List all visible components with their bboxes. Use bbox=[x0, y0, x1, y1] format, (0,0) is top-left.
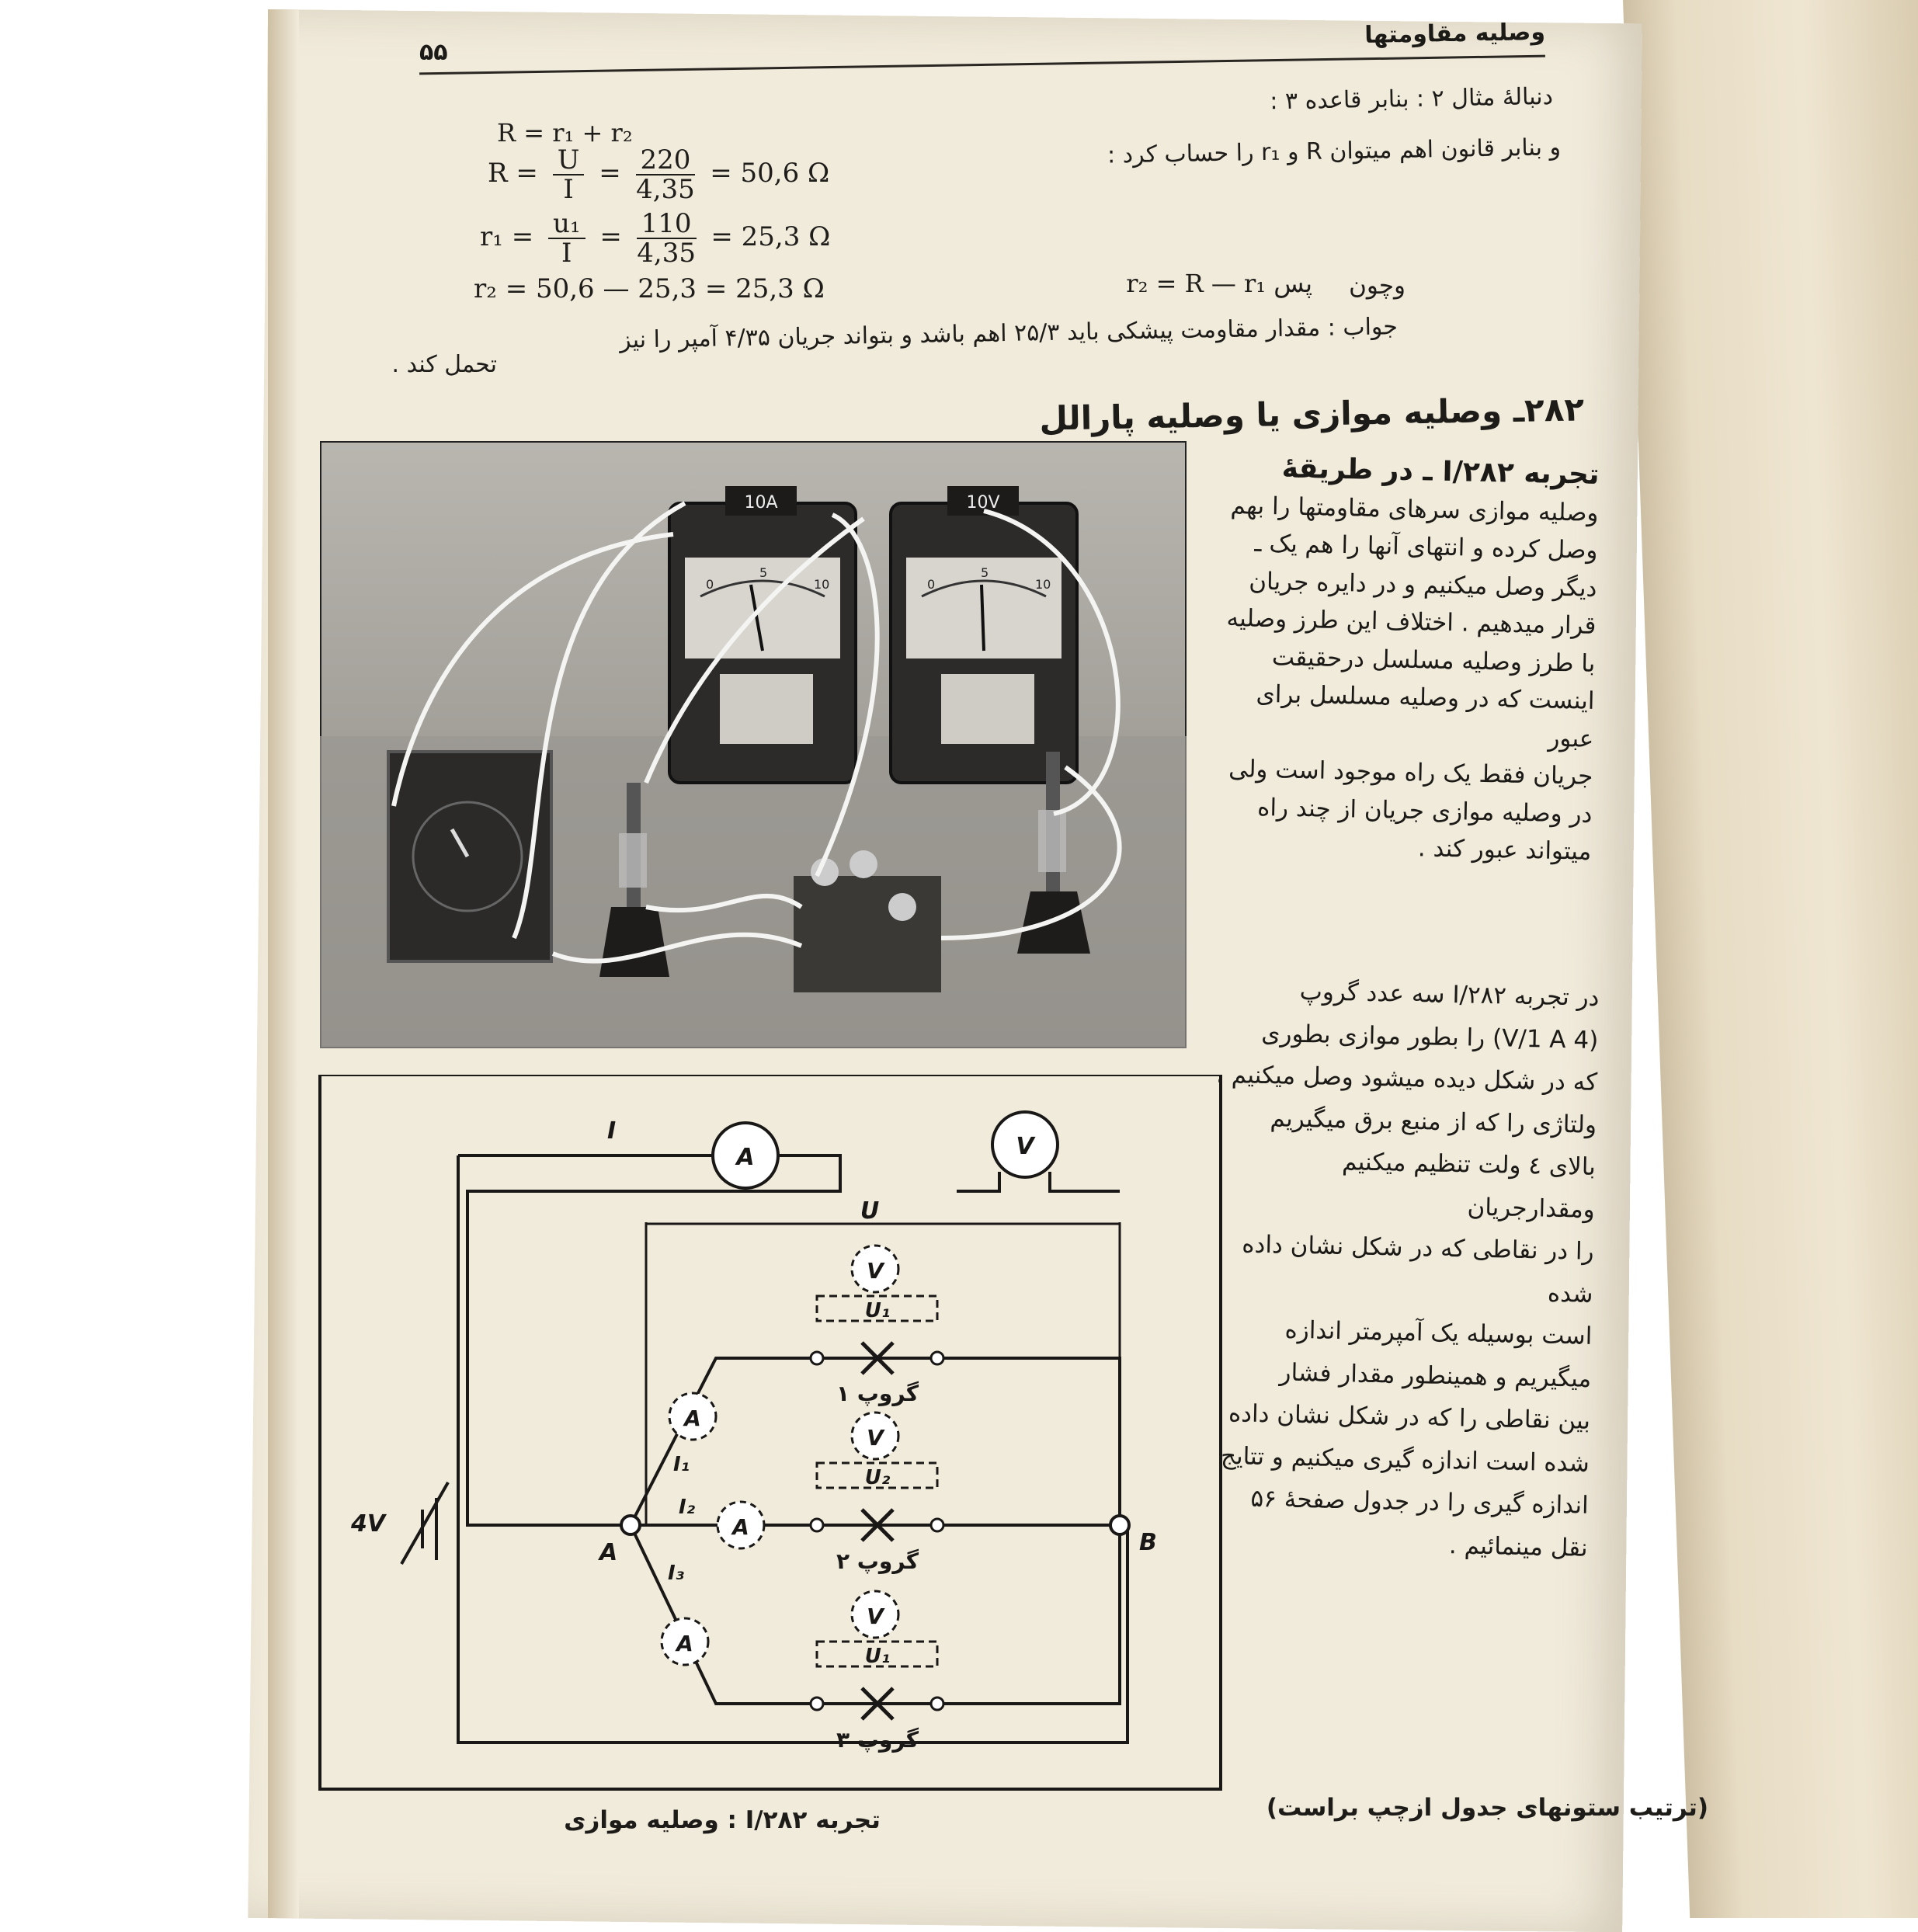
since-word: وچون bbox=[1349, 272, 1405, 300]
eq2-lhs: R = bbox=[488, 158, 538, 189]
eq3-equals: = bbox=[599, 221, 622, 252]
main-current-label: I bbox=[607, 1117, 617, 1145]
node-b bbox=[1110, 1516, 1129, 1534]
experiment-para1-line-5: قرار ميدهيم . اختلاف اين طرز وصليه bbox=[1226, 603, 1597, 640]
voltmeter-instrument bbox=[891, 486, 1077, 783]
ammeter-tick-5: 5 bbox=[759, 565, 768, 580]
eq2-fraction-ui bbox=[553, 146, 585, 203]
answer-line-2: تحمل کند . bbox=[391, 351, 497, 378]
branch-3-ammeter-label: A bbox=[676, 1631, 693, 1656]
ammeter-tick-0: 0 bbox=[706, 577, 714, 592]
eq2-rhs: = 50,6 Ω bbox=[710, 158, 830, 189]
experiment-para2-line-10: شده است اندازه گيری ميکنيم و تتايج bbox=[1220, 1441, 1590, 1478]
branch-3-voltmeter-label: V bbox=[867, 1604, 884, 1629]
eq3-f2-den: 4,35 bbox=[637, 238, 696, 269]
experiment-para2-line-7: است بوسيله يک آمپرمتر اندازه bbox=[1284, 1315, 1593, 1350]
voltmeter-range-label: 10V bbox=[966, 493, 1000, 513]
wire-voltmeter-left bbox=[957, 1172, 999, 1191]
eq3-f2-num: 110 bbox=[637, 210, 697, 239]
experiment-para2-line-1: در تجربه ۲۸۲/I سه عدد گروپ bbox=[1299, 977, 1600, 1012]
equation-r-sum: R = r₁ + r₂ bbox=[497, 118, 633, 148]
wire-ammeter-return bbox=[467, 1155, 840, 1525]
voltmeter-tick-0: 0 bbox=[927, 577, 936, 592]
branch-2-ammeter-label: A bbox=[732, 1514, 749, 1540]
experiment-para2-line-9: بين نقاطی را که در شکل نشان داده bbox=[1228, 1399, 1591, 1435]
ammeter-instrument bbox=[669, 486, 856, 783]
experiment-para2-line-12: نقل مينمائيم . bbox=[1448, 1531, 1588, 1562]
table-order-note: (ترتيب ستونهای جدول ازچپ براست) bbox=[1266, 1794, 1708, 1822]
total-voltage-label: U bbox=[860, 1197, 880, 1225]
example-line-1: دنبالهٔ مثال ۲ : بنابر قاعده ۳ : bbox=[1269, 82, 1554, 116]
lamp-1-label: گروپ ۱ bbox=[836, 1381, 919, 1406]
experiment-para1-line-9: در وصليه موازی جريان از چند راه bbox=[1256, 793, 1593, 829]
experiment-para2-line-6: را در نقاطی که در شکل نشان داده شده bbox=[1242, 1230, 1594, 1308]
wire-outer-loop bbox=[458, 1155, 1128, 1743]
branch-3-current-label: I₃ bbox=[668, 1562, 685, 1585]
eq2-f1-num: U bbox=[553, 146, 585, 175]
branch-2-current-label: I₂ bbox=[679, 1496, 696, 1519]
experiment-para2-line-3: که در شکل ديده ميشود وصل ميکنيم . bbox=[1215, 1060, 1598, 1096]
battery-symbol bbox=[401, 1482, 448, 1564]
eq3-rhs: = 25,3 Ω bbox=[711, 221, 831, 252]
equation-r1 bbox=[480, 210, 830, 267]
parallel-circuit-diagram bbox=[281, 1075, 1225, 1797]
branch-2-components bbox=[679, 1413, 943, 1574]
voltmeter-tick-10: 10 bbox=[1035, 577, 1051, 592]
branch-2-voltmeter-label: V bbox=[867, 1425, 884, 1451]
eq3-fraction-ui bbox=[548, 210, 585, 267]
eq2-equals: = bbox=[599, 158, 621, 189]
equation-r2-derivation: r₂ = R — r₁ پس bbox=[1126, 269, 1312, 298]
voltmeter-tick-5: 5 bbox=[981, 565, 989, 580]
main-voltmeter-label: V bbox=[1016, 1133, 1034, 1160]
diagram-frame bbox=[320, 1075, 1221, 1789]
equation-r bbox=[488, 146, 829, 203]
example-line-2: و بنابر قانون اهم ميتوان R و r₁ را حساب کرد : bbox=[1107, 134, 1562, 169]
lamp-2-label: گروپ ۲ bbox=[836, 1548, 919, 1574]
answer-line-1: جواب : مقدار مقاومت پيشکی بايد ۲۵/۳ اهم باشد و بتواند جريان ۴/۳۵ آمپر را نيز bbox=[619, 313, 1399, 354]
experiment-para2-line-8: ميگيريم و همينطور مقدار فشار bbox=[1279, 1357, 1592, 1393]
eq3-f1-num: u₁ bbox=[548, 210, 585, 239]
experiment-para1-line-2: وصليه موازی سرهای مقاومتها را بهم bbox=[1230, 491, 1599, 527]
branch-1-voltage-label: U₁ bbox=[864, 1299, 891, 1322]
branch-1-ammeter-label: A bbox=[684, 1406, 701, 1431]
source-voltage-label: 4V bbox=[351, 1510, 386, 1538]
experiment-para1-line-6: با طرز وصليه مسلسل درحقيقت bbox=[1271, 642, 1596, 678]
experiment-para1-line-7: اينست که در وصليه مسلسل برای عبور bbox=[1256, 679, 1595, 753]
apparatus-photo bbox=[320, 441, 1187, 1048]
section-heading: ۲۸۲ـ وصليه موازی يا وصليه پارالل bbox=[1039, 390, 1585, 438]
experiment-para1-line-8: جريان فقط يک راه موجود است ولی bbox=[1228, 755, 1593, 791]
experiment-para2-line-11: اندازه گيری را در جدول صفحهٔ ۵۶ bbox=[1250, 1484, 1590, 1520]
experiment-para2-line-4: ولتاژی را که از منبع برق ميگيريم bbox=[1270, 1103, 1597, 1139]
experiment-para1-line-3: وصل کرده و انتهای آنها را هم يک ـ bbox=[1254, 529, 1598, 565]
branch-1-voltmeter-label: V bbox=[867, 1258, 884, 1284]
rheostat-box bbox=[388, 752, 551, 961]
page-number: ۵۵ bbox=[419, 39, 448, 66]
node-b-label: B bbox=[1139, 1529, 1157, 1556]
experiment-para2-line-5: بالای ٤ ولت تنظيم ميکنيم ومقدارجريان bbox=[1341, 1148, 1597, 1224]
node-a bbox=[621, 1516, 640, 1534]
eq2-f2-num: 220 bbox=[636, 146, 696, 175]
main-ammeter-label: A bbox=[736, 1144, 755, 1171]
experiment-paragraph-1 bbox=[1203, 449, 1600, 871]
running-title: وصليه مقاومتها bbox=[1364, 18, 1546, 49]
eq3-lhs: r₁ = bbox=[480, 221, 534, 252]
ammeter-range-label: 10A bbox=[744, 493, 778, 513]
experiment-paragraph-2 bbox=[1199, 969, 1600, 1569]
branch-1-components bbox=[669, 1246, 943, 1476]
wire-voltmeter-right bbox=[1050, 1172, 1120, 1191]
experiment-para2-line-2: (4 V/1 A) را بطور موازی بطوری bbox=[1260, 1019, 1599, 1055]
eq3-fraction-numbers bbox=[637, 210, 697, 267]
eq2-fraction-numbers bbox=[636, 146, 696, 203]
ammeter-tick-10: 10 bbox=[814, 577, 830, 592]
eq3-f1-den: I bbox=[561, 238, 572, 269]
branch-3-voltage-label: U₁ bbox=[864, 1645, 891, 1668]
experiment-para1-line-10: ميتواند عبور کند . bbox=[1417, 834, 1592, 866]
experiment-para1-line-4: ديگر وصل ميکنيم و در دايره جريان bbox=[1248, 567, 1597, 603]
eq2-f2-den: 4,35 bbox=[636, 174, 695, 205]
node-a-label: A bbox=[599, 1539, 618, 1566]
eq2-f1-den: I bbox=[563, 174, 574, 205]
lamp-3-label: گروپ ۳ bbox=[836, 1727, 919, 1753]
experiment-para1-line-1: تجربه ۲۸۲/I ـ در طريقهٔ bbox=[1281, 452, 1600, 491]
equation-r2: r₂ = 50,6 — 25,3 = 25,3 Ω bbox=[474, 273, 825, 304]
branch-3-components bbox=[662, 1562, 943, 1753]
diagram-caption: تجربه ۲۸۲/I : وصليه موازی bbox=[564, 1806, 881, 1834]
branch-2-voltage-label: U₂ bbox=[864, 1466, 891, 1489]
branch-1-current-label: I₁ bbox=[673, 1453, 690, 1476]
